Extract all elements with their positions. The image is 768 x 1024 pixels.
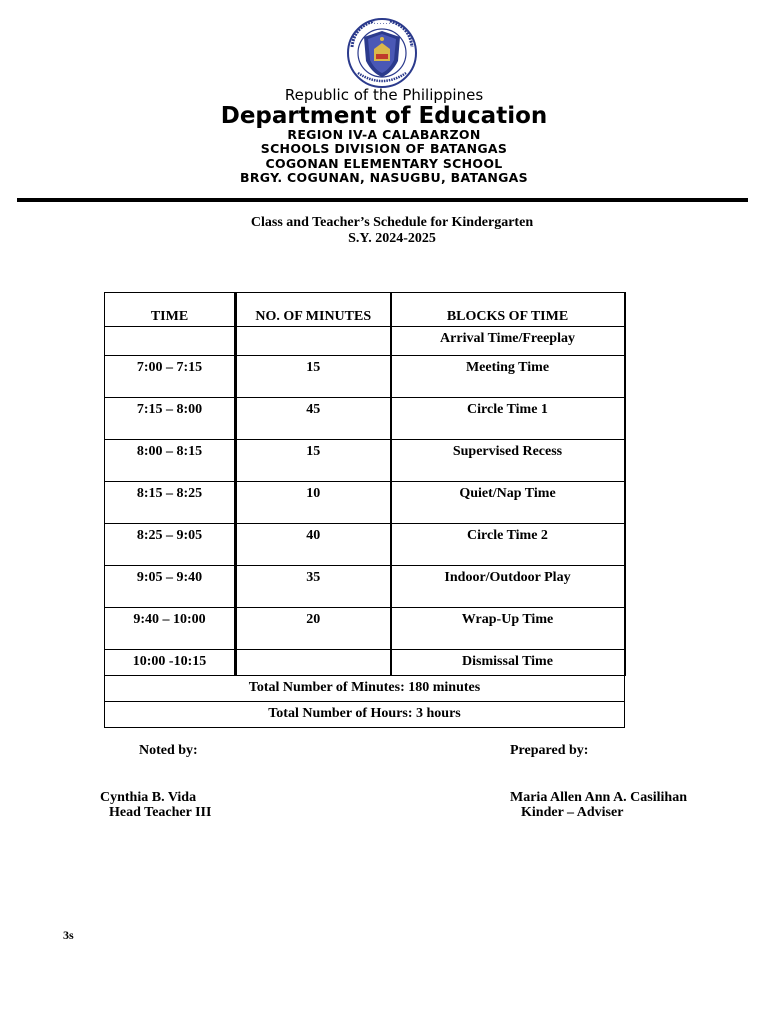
- total-minutes-row: [105, 676, 625, 702]
- schedule-table: [104, 292, 626, 728]
- time-cell: 7:00 – 7:15: [105, 356, 236, 398]
- column-header-blocks: BLOCKS OF TIME: [391, 293, 625, 327]
- time-cell: 8:15 – 8:25: [105, 482, 236, 524]
- column-header-minutes: NO. OF MINUTES: [236, 293, 391, 327]
- table-row: [105, 398, 625, 440]
- address-line: BRGY. COGUNAN, NASUGBU, BATANGAS: [240, 170, 528, 185]
- document-title: Class and Teacher’s Schedule for Kindergarten: [250, 215, 534, 230]
- footer-mark: 3s: [63, 928, 74, 942]
- minutes-cell: 45: [236, 398, 391, 440]
- table-row: [105, 566, 625, 608]
- republic-heading: Republic of the Philippines: [284, 86, 484, 104]
- table-row: [105, 524, 625, 566]
- minutes-cell: 15: [236, 440, 391, 482]
- prepared-by-title: Kinder – Adviser: [521, 805, 624, 820]
- minutes-cell: 35: [236, 566, 391, 608]
- total-hours-cell: Total Number of Hours: 3 hours: [105, 702, 625, 728]
- table-row: [105, 608, 625, 650]
- table-row: [105, 650, 625, 676]
- department-heading: Department of Education: [220, 103, 548, 129]
- minutes-cell: 20: [236, 608, 391, 650]
- table-row: [105, 356, 625, 398]
- table-row: [105, 327, 625, 356]
- table-row: [105, 482, 625, 524]
- time-cell: 8:25 – 9:05: [105, 524, 236, 566]
- minutes-cell: 40: [236, 524, 391, 566]
- region-line: REGION IV-A CALABARZON: [287, 127, 481, 142]
- noted-by-title: Head Teacher III: [109, 805, 212, 820]
- total-minutes-cell: Total Number of Minutes: 180 minutes: [105, 676, 625, 702]
- prepared-by-label: Prepared by:: [510, 743, 589, 758]
- table-row: [105, 440, 625, 482]
- block-cell: Indoor/Outdoor Play: [391, 566, 625, 608]
- block-cell: Dismissal Time: [391, 650, 625, 676]
- school-year: S.Y. 2024-2025: [348, 231, 436, 246]
- block-cell: Quiet/Nap Time: [391, 482, 625, 524]
- block-cell: Supervised Recess: [391, 440, 625, 482]
- time-cell: 8:00 – 8:15: [105, 440, 236, 482]
- noted-by-name: Cynthia B. Vida: [100, 790, 197, 805]
- block-cell: Arrival Time/Freeplay: [391, 327, 625, 356]
- block-cell: Meeting Time: [391, 356, 625, 398]
- time-cell: 10:00 -10:15: [105, 650, 236, 676]
- school-line: COGONAN ELEMENTARY SCHOOL: [265, 156, 503, 171]
- column-header-time: TIME: [105, 293, 236, 327]
- time-cell: 9:05 – 9:40: [105, 566, 236, 608]
- minutes-cell: 15: [236, 356, 391, 398]
- total-hours-row: [105, 702, 625, 728]
- minutes-cell: [236, 327, 391, 356]
- prepared-by-name: Maria Allen Ann A. Casilihan: [510, 790, 687, 805]
- division-line: SCHOOLS DIVISION OF BATANGAS: [260, 141, 508, 156]
- time-cell: [105, 327, 236, 356]
- minutes-cell: [236, 650, 391, 676]
- deped-seal-logo: [342, 17, 422, 89]
- block-cell: Wrap-Up Time: [391, 608, 625, 650]
- time-cell: 9:40 – 10:00: [105, 608, 236, 650]
- minutes-cell: 10: [236, 482, 391, 524]
- block-cell: Circle Time 1: [391, 398, 625, 440]
- noted-by-label: Noted by:: [139, 743, 198, 758]
- table-header-row: [105, 293, 625, 327]
- block-cell: Circle Time 2: [391, 524, 625, 566]
- header-divider: [17, 198, 748, 202]
- time-cell: 7:15 – 8:00: [105, 398, 236, 440]
- svg-text:· · · · · · · ·: · · · · · · · ·: [370, 21, 394, 26]
